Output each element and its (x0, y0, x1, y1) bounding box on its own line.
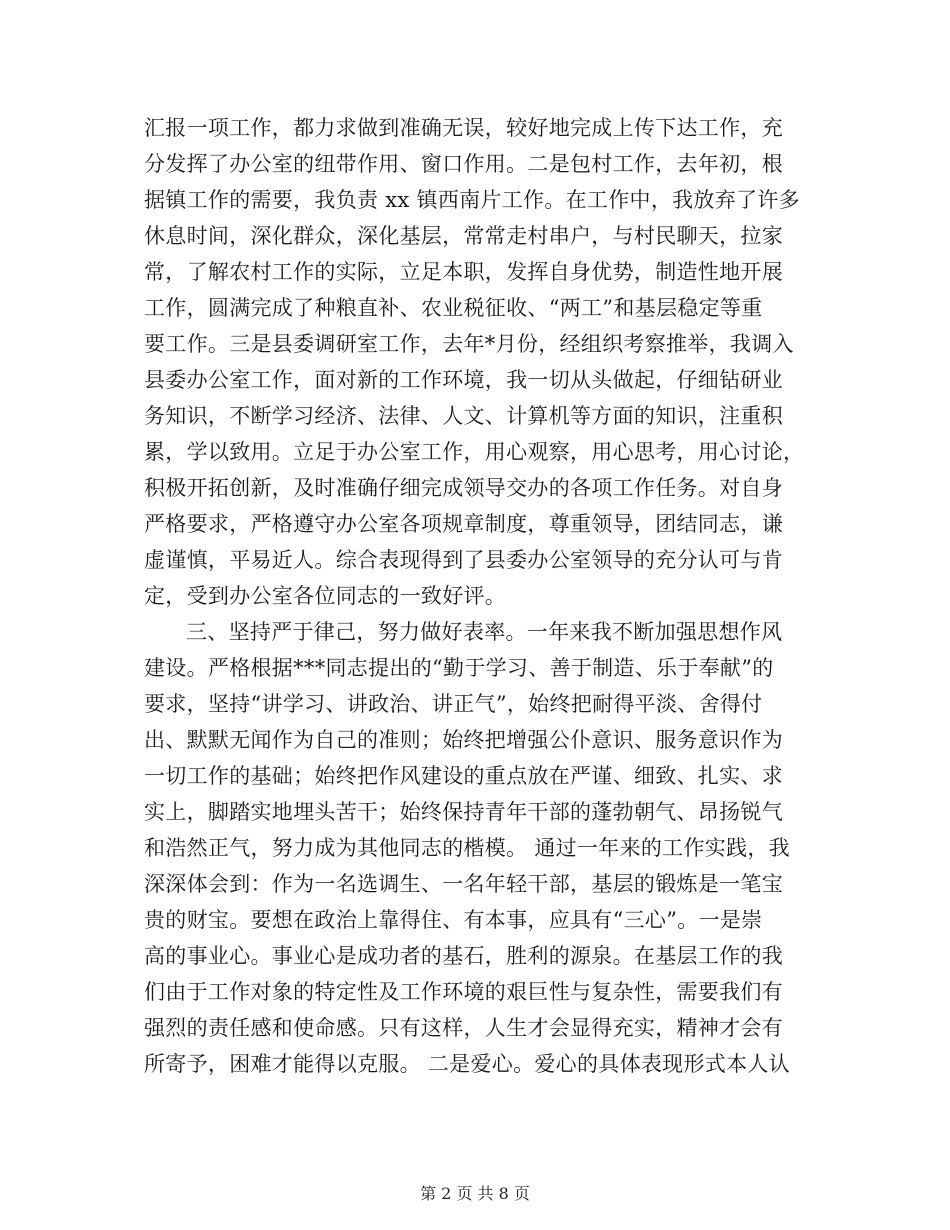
body-text-line: 虚谨慎，平易近人。综合表现得到了县委办公室领导的充分认可与肯 (144, 548, 783, 572)
body-text-line: 工作，圆满完成了种粮直补、农业税征收、“两工”和基层稳定等重 (144, 296, 763, 320)
body-text-line: 出、默默无闻作为自己的准则；始终把增强公仆意识、服务意识作为 (144, 728, 783, 752)
body-text-line: 务知识，不断学习经济、法律、人文、计算机等方面的知识，注重积 (144, 404, 783, 428)
body-text-line: 分发挥了办公室的纽带作用、窗口作用。二是包村工作，去年初，根 (144, 152, 783, 176)
page-number-footer: 第 2 页 共 8 页 (420, 1184, 530, 1203)
body-text-line: 所寄予，困难才能得以克服。 二是爱心。爱心的具体表现形式本人认 (144, 1052, 790, 1076)
paragraph-start-line: 三、坚持严于律己，努力做好表率。一年来我不断加强思想作风 (186, 620, 783, 644)
body-text-line: 要工作。三是县委调研室工作，去年*月份，经组织考察推举，我调入 (144, 332, 794, 356)
body-text-line: 们由于工作对象的特定性及工作环境的艰巨性与复杂性，需要我们有 (144, 980, 783, 1004)
body-text-line: 实上，脚踏实地埋头苦干；始终保持青年干部的蓬勃朝气、昂扬锐气 (144, 800, 783, 824)
body-text-line: 建设。严格根据***同志提出的“勤于学习、善于制造、乐于奉献”的 (144, 656, 774, 680)
body-text-line: 贵的财宝。要想在政治上靠得住、有本事，应具有“三心”。一是崇 (144, 908, 763, 932)
body-text-line: 高的事业心。事业心是成功者的基石，胜利的源泉。在基层工作的我 (144, 944, 783, 968)
body-text-line: 常，了解农村工作的实际，立足本职，发挥自身优势，制造性地开展 (144, 260, 783, 284)
body-text-line: 和浩然正气，努力成为其他同志的楷模。 通过一年来的工作实践，我 (144, 836, 790, 860)
body-text-line: 休息时间，深化群众，深化基层，常常走村串户，与村民聊天，拉家 (144, 224, 783, 248)
body-text-line: 强烈的责任感和使命感。只有这样，人生才会显得充实，精神才会有 (144, 1016, 783, 1040)
body-text-line: 定，受到办公室各位同志的一致好评。 (144, 584, 507, 608)
body-text-line: 汇报一项工作，都力求做到准确无误，较好地完成上传下达工作，充 (144, 116, 783, 140)
body-text-line: 要求，坚持“讲学习、讲政治、讲正气”，始终把耐得平淡、舍得付 (144, 692, 763, 716)
body-text-line: 严格要求，严格遵守办公室各项规章制度，尊重领导，团结同志，谦 (144, 512, 783, 536)
body-text-line: 据镇工作的需要，我负责 xx 镇西南片工作。在工作中，我放弃了许多 (144, 188, 800, 212)
body-text-line: 积极开拓创新，及时准确仔细完成领导交办的各项工作任务。对自身 (144, 476, 783, 500)
body-text-line: 累，学以致用。立足于办公室工作，用心观察，用心思考，用心讨论， (144, 440, 805, 464)
body-text-line: 县委办公室工作，面对新的工作环境，我一切从头做起，仔细钻研业 (144, 368, 783, 392)
body-text-line: 一切工作的基础；始终把作风建设的重点放在严谨、细致、扎实、求 (144, 764, 783, 788)
body-text-line: 深深体会到：作为一名选调生、一名年轻干部，基层的锻炼是一笔宝 (144, 872, 783, 896)
